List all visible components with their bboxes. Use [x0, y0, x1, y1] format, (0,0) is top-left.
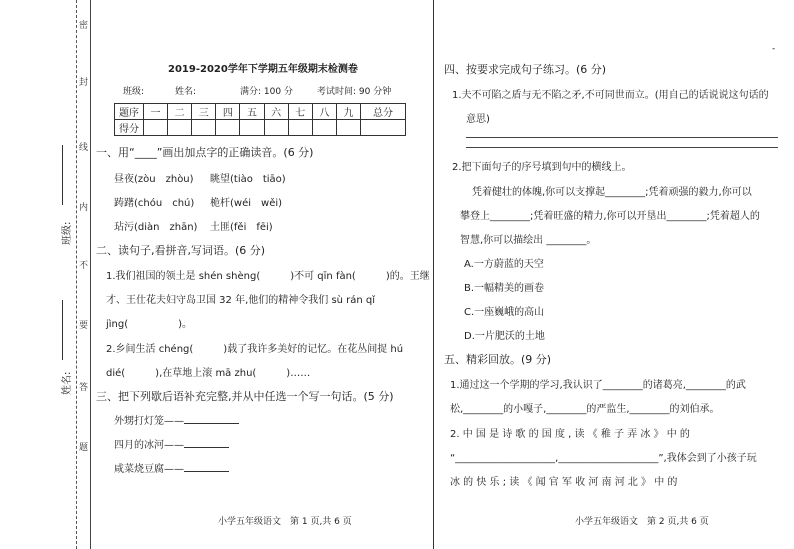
corner-mark: -	[772, 44, 776, 54]
page-divider	[433, 0, 434, 549]
score-table-header	[115, 104, 406, 120]
q5-line: 冰 的 快 乐 ; 读 《 闻 官 军 收 河 南 河 北 》 中 的	[450, 477, 678, 488]
q5-line: 2. 中 国 是 诗 歌 的 国 度 , 读 《 稚 子 弄 冰 》 中 的	[450, 429, 690, 440]
score-cell[interactable]	[312, 120, 336, 136]
q5-line: “____________________,____________________”,我体会到了小孩子玩	[450, 453, 757, 464]
q2-line: dié( ),在草地上滚 mā zhu( )……	[106, 368, 311, 379]
score-cell[interactable]	[288, 120, 312, 136]
q4-sentence: 智慧,你可以描绘出 ________。	[460, 235, 597, 246]
name-blank[interactable]	[62, 300, 64, 360]
q1-item: 昼夜(zòu zhòu)	[114, 174, 194, 185]
score-cell[interactable]	[361, 120, 406, 136]
table-cell: 二	[168, 104, 192, 120]
page-footer-right: 小学五年级语文 第 2 页,共 6 页	[575, 517, 709, 527]
q3-item	[114, 412, 239, 427]
score-cell[interactable]	[240, 120, 264, 136]
q2-line: 才、王仕花夫妇守岛卫国 32 年,他们的精神令我们 sù rán qǐ	[106, 295, 376, 306]
table-cell: 得分	[115, 120, 144, 136]
table-cell: 三	[192, 104, 216, 120]
binding-char: 要	[79, 321, 89, 331]
table-cell: 题序	[115, 104, 144, 120]
score-table	[114, 103, 406, 136]
page-footer-left: 小学五年级语文 第 1 页,共 6 页	[218, 517, 352, 527]
binding-char: 线	[79, 143, 89, 153]
exam-title: 2019-2020学年下学期五年级期末检测卷	[168, 64, 358, 75]
q4-1-line: 1.夫不可陷之盾与无不陷之矛,不可同世而立。(用自己的话说说这句话的	[452, 90, 769, 101]
binding-solid-line	[90, 0, 91, 549]
class-field: 班级:	[123, 87, 145, 97]
q1-item: 桅杆(wéi wěi)	[210, 198, 283, 209]
binding-char: 内	[79, 203, 89, 213]
q5-line: 1.通过这一个学期的学习,我认识了________的诸葛亮,________的武	[450, 380, 746, 391]
q4-sentence: 攀登上________;凭着旺盛的精力,你可以开垦出________;凭着超人的	[460, 211, 760, 222]
q1-title: 一、用“____”画出加点字的正确读音。(6 分)	[96, 146, 314, 159]
q2-line: 2.乡间生活 chéng( )载了我许多美好的记忆。在花丛间捉 hú	[106, 344, 404, 355]
q4-option: B.一幅精美的画卷	[464, 283, 545, 294]
binding-char: 不	[79, 261, 89, 271]
q3-title: 三、把下列歇后语补充完整,并从中任选一个写一句话。(5 分)	[96, 390, 394, 403]
q1-item: 踌躇(chóu chú)	[114, 198, 195, 209]
q2-title: 二、读句子,看拼音,写词语。(6 分)	[96, 244, 266, 257]
q2-line: jìng( )。	[106, 319, 193, 330]
q3-item	[114, 460, 229, 475]
q5-line: 松,________的小嘎子,________的严监生,________的刘伯承。	[450, 404, 720, 415]
binding-char: 题	[79, 443, 89, 453]
class-blank[interactable]	[62, 145, 64, 205]
q1-item: 土匪(fěi fēi)	[210, 222, 273, 233]
score-cell[interactable]	[144, 120, 168, 136]
score-table-row	[115, 120, 406, 136]
score-cell[interactable]	[264, 120, 288, 136]
binding-char: 答	[79, 383, 89, 393]
q4-option: D.一片肥沃的土地	[464, 331, 545, 342]
q4-1-line: 意思)	[466, 114, 490, 125]
q5-title: 五、精彩回放。(9 分)	[444, 353, 552, 366]
q3-item	[114, 436, 229, 451]
q4-option: A.一方蔚蓝的天空	[464, 259, 544, 270]
answer-line[interactable]	[466, 137, 778, 138]
table-cell: 五	[240, 104, 264, 120]
q4-sentence: 凭着健壮的体魄,你可以支撑起________;凭着顽强的毅力,你可以	[472, 187, 752, 198]
binding-char: 密	[79, 21, 89, 31]
score-cell[interactable]	[336, 120, 360, 136]
q2-line: 1.我们祖国的领土是 shén shèng( )不可 qīn fàn( )的。王继	[106, 271, 430, 282]
answer-blank[interactable]	[184, 447, 229, 448]
table-cell: 一	[144, 104, 168, 120]
score-cell[interactable]	[192, 120, 216, 136]
table-cell: 总分	[361, 104, 406, 120]
binding-char: 封	[79, 78, 89, 88]
q4-option: C.一座巍峨的高山	[464, 307, 545, 318]
table-cell: 四	[216, 104, 240, 120]
table-cell: 九	[336, 104, 360, 120]
exam-time: 考试时间: 90 分钟	[317, 87, 392, 97]
q3-item-text: 外甥打灯笼——	[114, 416, 184, 427]
table-cell: 八	[312, 104, 336, 120]
q3-item-text: 咸菜烧豆腐——	[114, 464, 184, 475]
score-cell[interactable]	[168, 120, 192, 136]
full-score: 满分: 100 分	[240, 87, 293, 97]
table-cell: 七	[288, 104, 312, 120]
q4-2-line: 2.把下面句子的序号填到句中的横线上。	[452, 162, 632, 173]
table-cell: 六	[264, 104, 288, 120]
answer-blank[interactable]	[184, 423, 239, 424]
binding-dashed-line	[76, 0, 77, 549]
q1-item: 玷污(diàn zhān)	[114, 222, 198, 233]
name-label: 姓名:	[62, 371, 73, 395]
score-cell[interactable]	[216, 120, 240, 136]
name-field: 姓名:	[175, 87, 197, 97]
answer-blank[interactable]	[184, 471, 229, 472]
q4-title: 四、按要求完成句子练习。(6 分)	[444, 63, 607, 76]
answer-line[interactable]	[466, 147, 778, 148]
class-label: 班级:	[62, 221, 73, 245]
q3-item-text: 四月的冰河——	[114, 440, 184, 451]
q1-item: 眺望(tiào tiāo)	[210, 174, 286, 185]
